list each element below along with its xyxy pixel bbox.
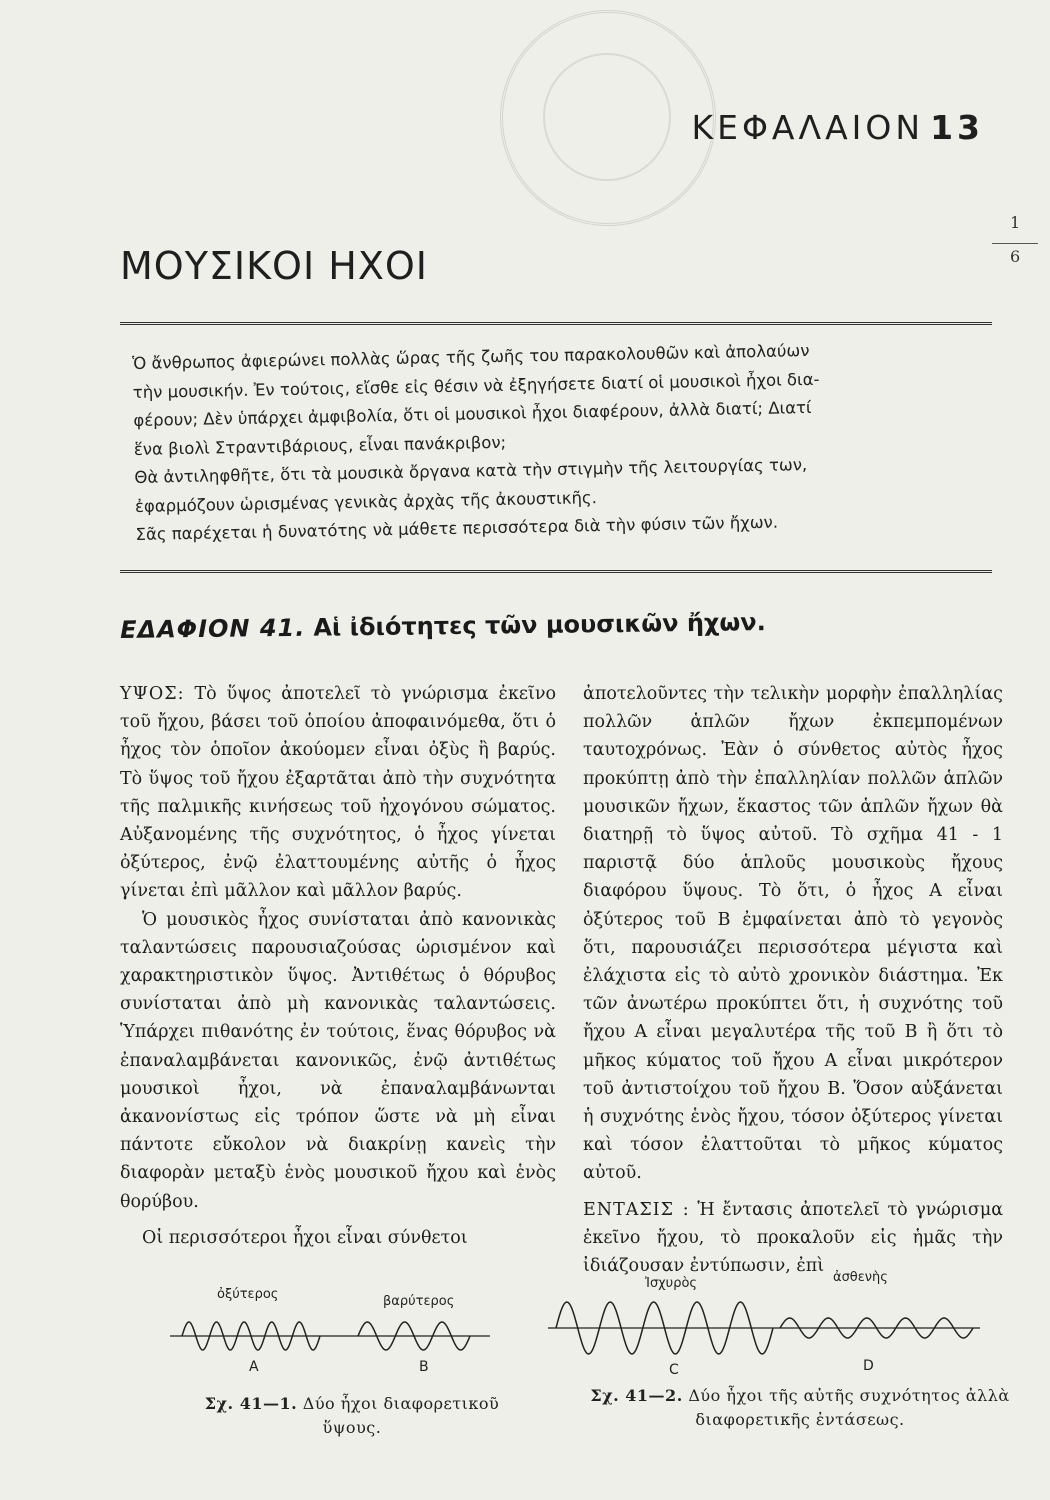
figure-41-1-waves [170,1308,490,1368]
paragraph-musical-sound: Ὁ μουσικὸς ἦχος συνίσταται ἀπὸ κανονικὰς ταλαντώσεις παρουσιαζούσας ὡρισμένον καὶ χαρακτηριστικὸν ὕψος. Ἀντιθέτως ὁ θόρυβος συνίσταται ἀπὸ μὴ κανονικὰς ταλαντώσεις. Ὑπάρχει πιθανότης ἐν τούτοις, ἕνας θόρυβος νὰ ἐπαναλαμβάνεται κανονικῶς, ἐνῷ ἀντιθέτως μουσικοὶ ἦχοι, νὰ ἐπαναλαμβάνωνται ἀκανονίστως εἰς τρόπον ὥστε νὰ μὴ εἶναι πάντοτε εὔκολον νὰ διακρίνῃ κανεὶς τὴν διαφορὰν μεταξὺ ἑνὸς μουσικοῦ ἤχου καὶ ἑνὸς θορύβου. [120,909,556,1212]
paragraph-intensity [583,1196,1003,1281]
lesson-heading [120,608,766,644]
letter-c: C [669,1362,679,1378]
fig1-caption-number: Σχ. 41—1. [204,1394,298,1413]
chapter-heading [691,108,984,147]
label-higher: ὀξύτερος [217,1287,279,1302]
intensity-heading: ΕΝΤΑΣΙΣ : [583,1199,690,1220]
chapter-title: ΜΟΥΣΙΚΟΙ ΗΧΟΙ [120,244,428,288]
letter-d: D [863,1358,874,1374]
letter-a: A [249,1359,259,1375]
top-divider [120,322,992,328]
lesson-label: ΕΔΑΦΙΟΝ 41. [120,613,306,644]
intro-paragraph [132,334,986,550]
label-weak: ἀσθενὴς [833,1270,888,1285]
figure-41-2-caption [585,1384,1015,1432]
paragraph-pitch [120,680,556,906]
intensity-text: Ἡ ἔντασις ἀποτελεῖ τὸ γνώρισμα ἐκεῖνο ἤχου, τὸ προκαλοῦν εἰς ἡμᾶς τὴν ἰδιάζουσαν ἐντύπωσιν, ἐπὶ [583,1199,1004,1277]
intro-line: τὴν μουσικήν. Ἐν τούτοις, εἴσθε εἰς θέσιν νὰ ἐξηγήσετε διατί οἱ μουσικοὶ ἦχοι δια- [132,369,820,402]
fig2-caption-text: Δύο ἦχοι τῆς αὐτῆς συχνότητος ἀλλὰ διαφορετικῆς ἐντάσεως. [682,1386,1010,1429]
paragraph-composite-cont: ἀποτελοῦντες τὴν τελικὴν μορφὴν ἐπαλληλίας πολλῶν ἁπλῶν ἤχων ἐκπεμπομένων ταυτοχρόνως. Ἐὰν ὁ σύνθετος αὐτὸς ἦχος προκύπτῃ ἀπὸ τὴν ἐπαλληλίαν πολλῶν ἁπλῶν μουσικῶν ἤχων, ἕκαστος τῶν ἁπλῶν ἤχων θὰ διατηρῇ τὸ ὕψος αὐτοῦ. Τὸ σχῆμα 41 - 1 παριστᾷ δύο ἁπλοῦς μουσικοὺς ἤχους διαφόρου ὕψους. Τὸ ὅτι, ὁ ἦχος Α εἶναι ὀξύτερος τοῦ Β ἐμφαίνεται ἀπὸ τὸ γεγονὸς ὅτι, παρουσιάζει περισσότερα μέγιστα καὶ ἐλάχιστα εἰς τὸ αὐτὸ χρονικὸν διάστημα. Ἐκ τῶν ἀνωτέρω προκύπτει ὅτι, ἡ συχνότης τοῦ ἤχου Α εἶναι μεγαλυτέρα τῆς τοῦ Β ἢ ὅτι τὸ μῆκος κύματος τοῦ ἤχου Α εἶναι μικρότερον τοῦ ἀντιστοίχου τοῦ ἤχου Β. Ὅσον αὐξάνεται ἡ συχνότης ἑνὸς ἤχου, τόσον ὀξύτερος γίνεται καὶ τόσον ἐλαττοῦται τὸ μῆκος κύματος αὐτοῦ. [583,684,1003,1184]
lesson-title: Αἱ ἰδιότητες τῶν μουσικῶν ἤχων. [313,608,766,642]
intro-line: ἕνα βιολὶ Στραντιβάριους, εἶναι πανάκριβον; [133,432,507,459]
chapter-number: 13 [930,108,984,147]
margin-mark-1: 1 [1010,213,1021,232]
label-strong: Ἰσχυρὸς [645,1276,698,1291]
fig2-caption-number: Σχ. 41—2. [590,1386,683,1405]
letter-b: B [419,1359,429,1375]
bottom-divider [120,570,992,576]
figure-41-1-caption [182,1392,522,1440]
pitch-heading: ΥΨΟΣ: [120,684,185,704]
paragraph-composite: Οἱ περισσότεροι ἦχοι εἶναι σύνθετοι [142,1227,468,1248]
label-lower: βαρύτερος [383,1294,455,1309]
fig1-caption-text: Δύο ἦχοι διαφορετικοῦ ὕψους. [297,1394,500,1437]
margin-mark-2: 6 [1010,247,1021,266]
margin-annotation [1010,206,1020,274]
intro-line: Σᾶς παρέχεται ἡ δυνατότης νὰ μάθετε περισσότερα διὰ τὴν φύσιν τῶν ἤχων. [135,512,779,544]
intro-line: ἐφαρμόζουν ὡρισμένας γενικὰς ἀρχὰς τῆς ἀκουστικῆς. [134,487,598,516]
intro-line: Θὰ ἀντιληφθῆτε, ὅτι τὰ μουσικὰ ὄργανα κατὰ τὴν στιγμὴν τῆς λειτουργίας των, [134,455,808,487]
right-column [583,680,1003,1280]
margin-line [992,243,1038,244]
pitch-text: Τὸ ὕψος ἀποτελεῖ τὸ γνώρισμα ἐκεῖνο τοῦ ἤχου, βάσει τοῦ ὁποίου ἀποφαινόμεθα, ὅτι ὁ ἦχος τὸν ὁποῖον ἀκούομεν εἶναι ὀξὺς ἢ βαρύς. Τὸ ὕψος τοῦ ἤχου ἐξαρτᾶται ἀπὸ τὴν συχνότητα τῆς παλμικῆς κινήσεως τοῦ ἠχογόνου σώματος. Αὐξανομένης τῆς συχνότητος, ὁ ἦχος γίνεται ὀξύτερος, ἐνῷ ἐλαττουμένης αὐτῆς ὁ ἦχος γίνεται ἐπὶ μᾶλλον καὶ μᾶλλον βαρύς. [120,684,556,902]
figure-41-2-waves [548,1296,980,1364]
library-stamp [500,10,716,226]
intro-line: Ὁ ἄνθρωπος ἀφιερώνει πολλὰς ὥρας τῆς ζωῆς του παρακολουθῶν καὶ ἀπολαύων [132,340,810,373]
left-column [120,680,556,1252]
chapter-label: ΚΕΦΑΛΑΙΟΝ [691,108,925,147]
intro-line: φέρουν; Δὲν ὑπάρχει ἀμφιβολία, ὅτι οἱ μουσικοὶ ἦχοι διαφέρουν, ἀλλὰ διατί; Διατί [133,397,812,430]
